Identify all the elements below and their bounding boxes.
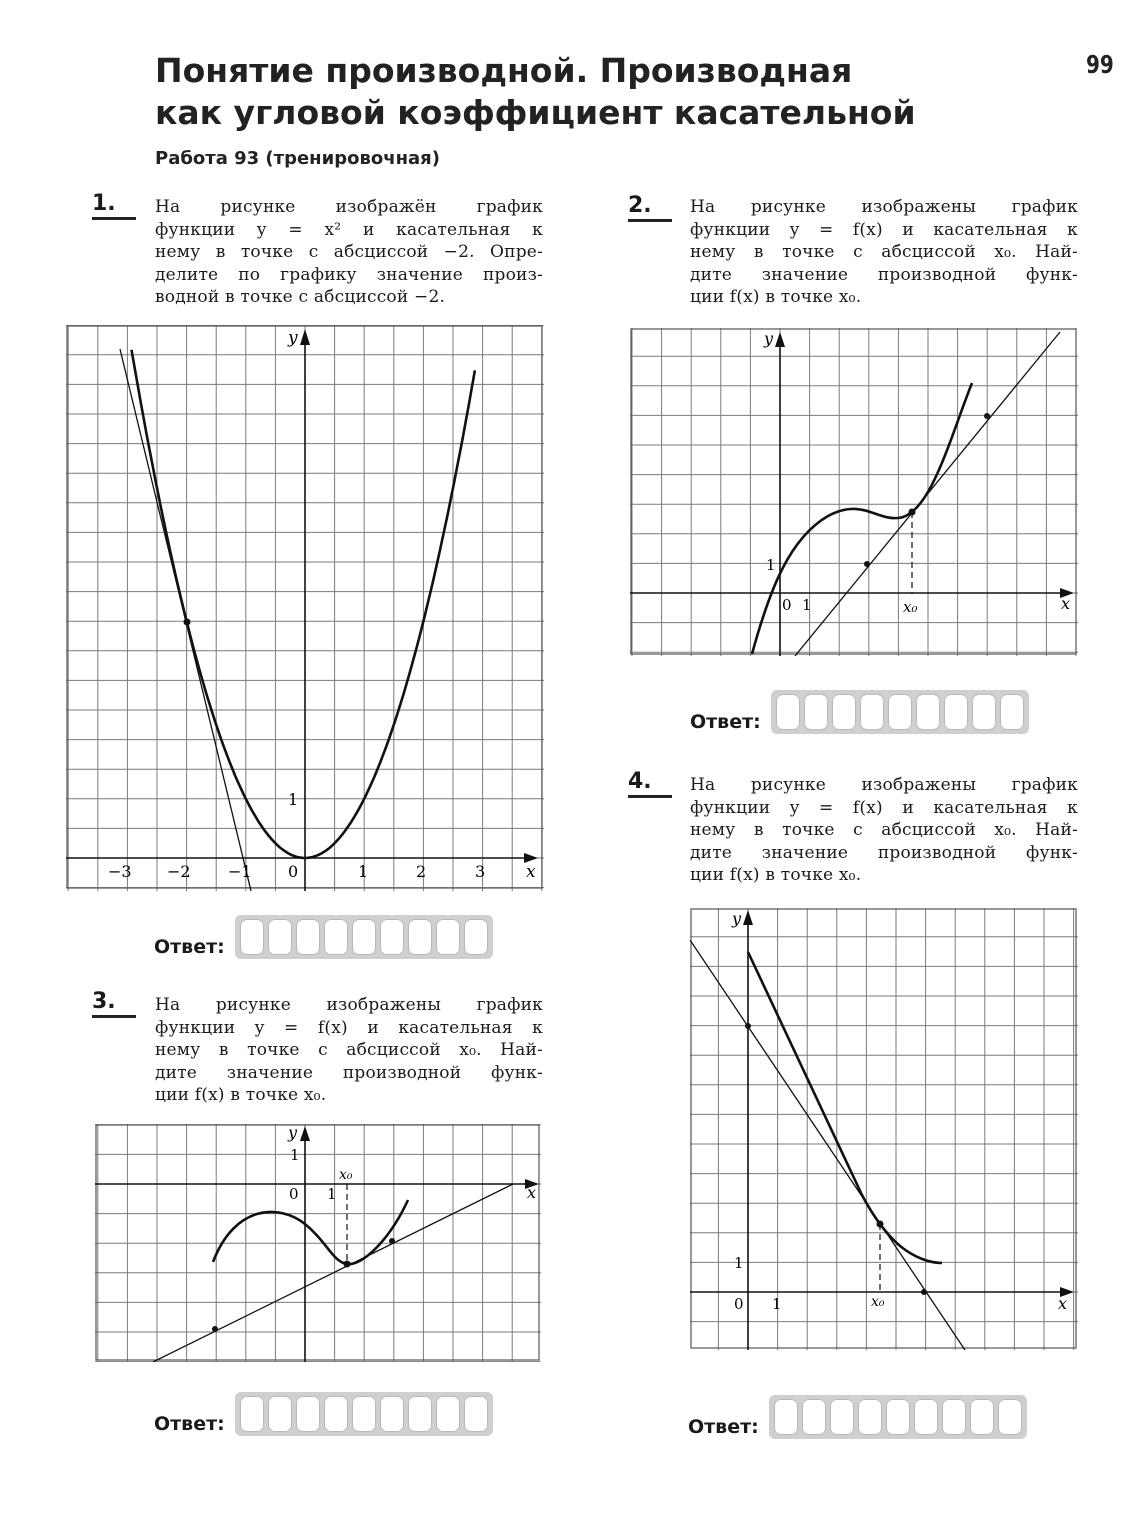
function-curve <box>748 952 942 1263</box>
y-axis-label: y <box>764 329 774 348</box>
y-tick-label: 1 <box>734 1254 744 1272</box>
graph-grid <box>630 328 1078 656</box>
problem-text-line: дите значение производной функ- <box>155 1062 543 1083</box>
y-tick-label: 1 <box>290 1146 300 1164</box>
answer-cell[interactable] <box>942 1399 966 1435</box>
problem-2-text <box>690 196 1078 309</box>
problem-1-text <box>155 196 543 309</box>
answer-cell[interactable] <box>916 694 940 730</box>
y-tick-label: 1 <box>766 556 776 574</box>
x-tick-label: −2 <box>167 862 191 881</box>
tangent-point <box>877 1221 884 1228</box>
answer-cell[interactable] <box>464 919 488 955</box>
answer-cell[interactable] <box>944 694 968 730</box>
problem-text-line: дите значение производной функ- <box>690 842 1078 863</box>
y-tick-label: 1 <box>288 790 299 809</box>
answer-cell[interactable] <box>408 1396 432 1432</box>
problem-1-answer <box>154 915 493 959</box>
y-axis-arrow <box>300 1126 310 1141</box>
answer-cell[interactable] <box>268 919 292 955</box>
origin-label: 0 <box>288 862 299 881</box>
y-axis-label: y <box>732 909 742 928</box>
answer-cell[interactable] <box>324 1396 348 1432</box>
graph-border <box>96 1125 539 1360</box>
problem-text-line: функции y = f(x) и касательная к <box>155 1017 543 1038</box>
tangent-marker-point <box>864 561 870 567</box>
answer-cell[interactable] <box>858 1399 882 1435</box>
page-number: 99 <box>1086 50 1114 79</box>
x-axis-label: x <box>1058 1294 1068 1313</box>
problem-text-line: делите по графику значение произ- <box>155 264 543 285</box>
problem-text-line: нему в точке с абсциссой x₀. Най- <box>690 820 1078 840</box>
answer-cell[interactable] <box>436 1396 460 1432</box>
answer-cell[interactable] <box>464 1396 488 1432</box>
x-axis-label: x <box>526 862 536 882</box>
answer-cell[interactable] <box>352 919 376 955</box>
problem-text-line: дите значение производной функ- <box>690 264 1078 285</box>
answer-cell[interactable] <box>240 1396 264 1432</box>
x0-label: x₀ <box>871 1294 885 1310</box>
answer-box[interactable] <box>771 690 1029 734</box>
answer-cell[interactable] <box>352 1396 376 1432</box>
problem-text-line: нему в точке с абсциссой −2. Опре- <box>155 242 543 262</box>
origin-label: 0 <box>289 1185 299 1203</box>
x0-label: x₀ <box>903 598 918 616</box>
answer-cell[interactable] <box>774 1399 798 1435</box>
problem-4-answer <box>688 1395 1027 1439</box>
graph-border <box>631 329 1076 654</box>
problem-text-line: ции f(x) в точке x₀. <box>155 1085 327 1105</box>
problem-text-line: На рисунке изображены график <box>690 197 1078 217</box>
answer-box[interactable] <box>235 915 493 959</box>
y-axis-arrow <box>300 329 310 345</box>
answer-cell[interactable] <box>296 1396 320 1432</box>
x-axis-label: x <box>1061 594 1071 613</box>
tangent-marker-point <box>921 1289 927 1295</box>
problem-text-line: водной в точке с абсциссой −2. <box>155 287 446 307</box>
answer-label: Ответ: <box>154 1413 225 1435</box>
problem-3-text <box>155 994 543 1107</box>
title-line-1: Понятие производной. Производная <box>155 51 853 90</box>
problem-text-line: ции f(x) в точке x₀. <box>690 287 862 307</box>
problem-2-answer <box>690 690 1029 734</box>
tangent-marker-point <box>389 1238 395 1244</box>
problem-text-line: На рисунке изображены график <box>690 775 1078 795</box>
x-axis-label: x <box>527 1183 537 1202</box>
answer-cell[interactable] <box>380 1396 404 1432</box>
answer-cell[interactable] <box>888 694 912 730</box>
tangent-marker-point <box>745 1023 751 1029</box>
answer-cell[interactable] <box>1000 694 1024 730</box>
tangent-point <box>909 509 916 516</box>
answer-label: Ответ: <box>690 711 761 733</box>
y-axis-arrow <box>775 332 785 347</box>
problem-text-line: функции y = x² и касательная к <box>155 219 543 240</box>
problem-text-line: ции f(x) в точке x₀. <box>690 865 862 885</box>
tangent-marker-point <box>212 1326 218 1332</box>
problem-text-line: На рисунке изображён график <box>155 197 543 217</box>
answer-cell[interactable] <box>296 919 320 955</box>
x-tick-label: 1 <box>327 1185 337 1203</box>
answer-box[interactable] <box>769 1395 1027 1439</box>
x-tick-label: 1 <box>772 1295 782 1313</box>
problem-text-line: функции y = f(x) и касательная к <box>690 797 1078 818</box>
work-subtitle: Работа 93 (тренировочная) <box>155 148 440 169</box>
answer-cell[interactable] <box>408 919 432 955</box>
problem-4-graph <box>690 908 1078 1350</box>
x-tick-label: 1 <box>358 862 369 881</box>
answer-cell[interactable] <box>776 694 800 730</box>
problem-2-number: 2. <box>628 194 672 222</box>
y-axis-arrow <box>743 910 753 925</box>
y-axis-label: y <box>288 328 298 348</box>
answer-cell[interactable] <box>802 1399 826 1435</box>
answer-cell[interactable] <box>324 919 348 955</box>
tangent-point <box>184 619 191 626</box>
y-axis-label: y <box>288 1124 298 1142</box>
answer-cell[interactable] <box>970 1399 994 1435</box>
x0-label: x₀ <box>339 1167 353 1183</box>
answer-cell[interactable] <box>240 919 264 955</box>
problem-3-number: 3. <box>92 990 136 1018</box>
problem-2-graph <box>630 328 1078 656</box>
x-tick-label: 1 <box>802 596 812 614</box>
origin-label: 0 <box>734 1295 744 1313</box>
answer-label: Ответ: <box>154 936 225 958</box>
x-tick-label: 2 <box>416 862 427 881</box>
title-line-2: как угловой коэффициент касательной <box>155 93 916 132</box>
answer-label: Ответ: <box>688 1416 759 1438</box>
answer-cell[interactable] <box>832 694 856 730</box>
answer-cell[interactable] <box>860 694 884 730</box>
answer-box[interactable] <box>235 1392 493 1436</box>
graph-grid <box>95 1124 541 1362</box>
answer-cell[interactable] <box>380 919 404 955</box>
x-tick-label: −1 <box>228 862 252 881</box>
answer-cell[interactable] <box>914 1399 938 1435</box>
answer-cell[interactable] <box>886 1399 910 1435</box>
answer-cell[interactable] <box>998 1399 1022 1435</box>
answer-cell[interactable] <box>268 1396 292 1432</box>
problem-3-graph <box>95 1124 541 1362</box>
answer-cell[interactable] <box>436 919 460 955</box>
tangent-point <box>344 1261 351 1268</box>
problem-1-number: 1. <box>92 192 136 220</box>
problem-text-line: На рисунке изображены график <box>155 995 543 1015</box>
answer-cell[interactable] <box>972 694 996 730</box>
problem-text-line: нему в точке с абсциссой x₀. Най- <box>690 242 1078 262</box>
x-tick-label: 3 <box>475 862 486 881</box>
problem-1-graph <box>66 325 544 891</box>
problem-4-text <box>690 774 1078 887</box>
tangent-line <box>690 940 965 1350</box>
problem-4-number: 4. <box>628 770 672 798</box>
answer-cell[interactable] <box>804 694 828 730</box>
problem-text-line: функции y = f(x) и касательная к <box>690 219 1078 240</box>
problem-3-answer <box>154 1392 493 1436</box>
function-curve <box>213 1200 408 1264</box>
origin-label: 0 <box>782 596 792 614</box>
tangent-marker-point <box>984 413 990 419</box>
problem-text-line: нему в точке с абсциссой x₀. Най- <box>155 1040 543 1060</box>
answer-cell[interactable] <box>830 1399 854 1435</box>
page-title <box>155 50 916 134</box>
x-tick-label: −3 <box>108 862 132 881</box>
